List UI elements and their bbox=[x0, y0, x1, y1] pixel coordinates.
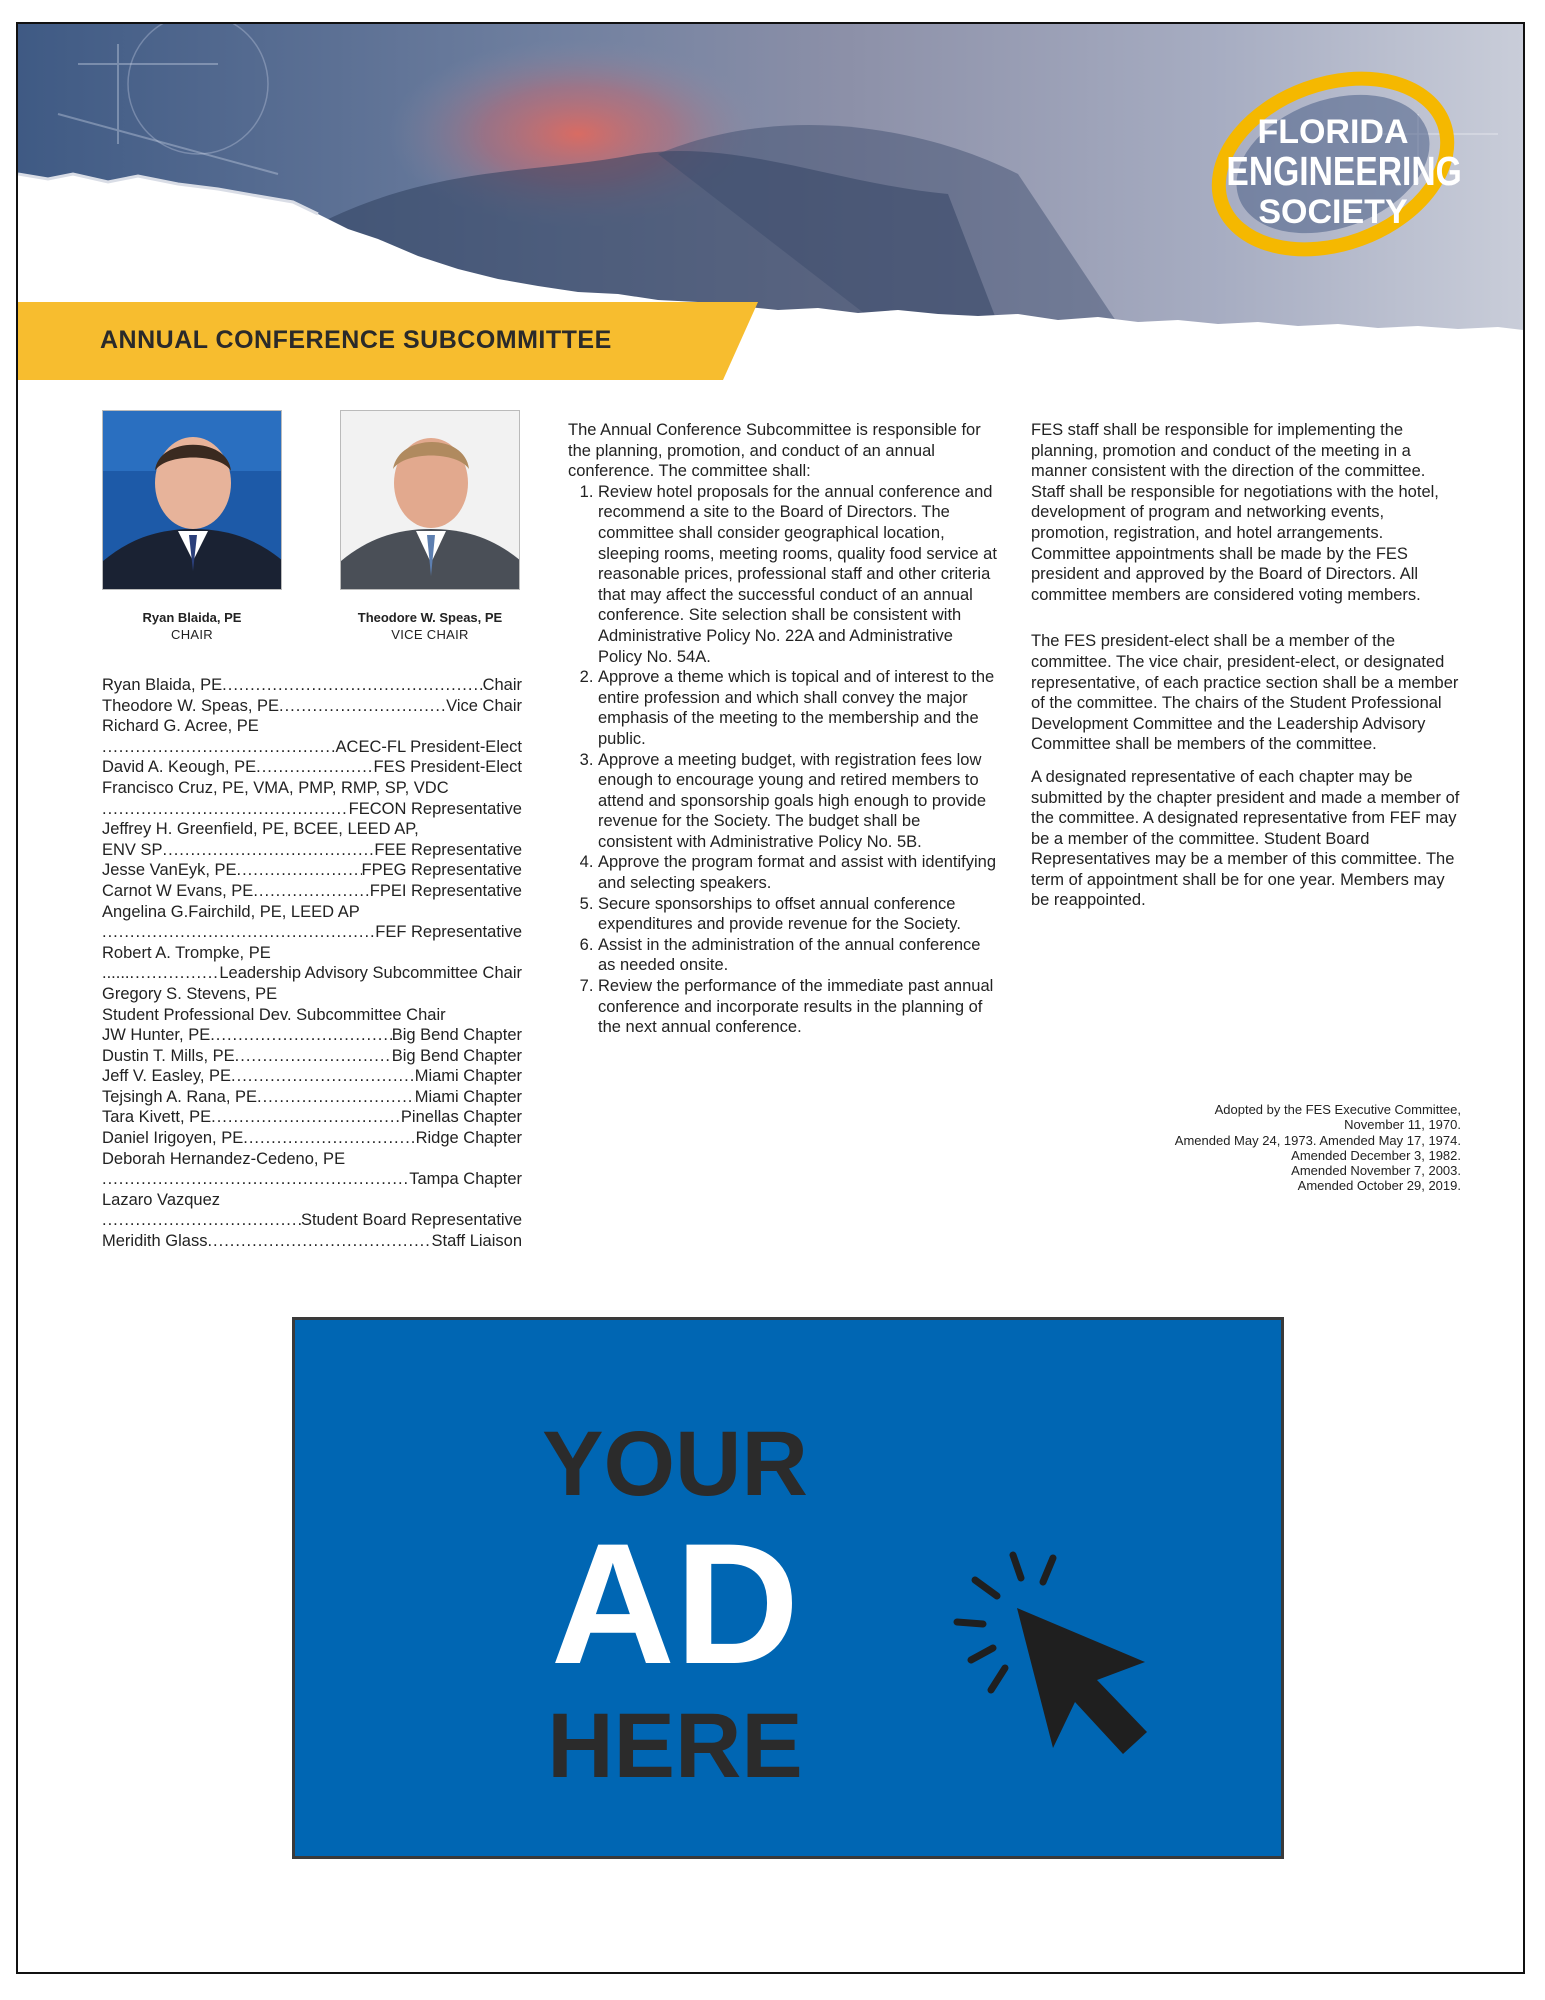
representatives-paragraph: A designated representative of each chapter may be submitted by the chapter president and made a member of the committee. A designated representative from FEF may be a member of the committee. Student Board Representatives may be a member of this committee. The term of appointment shall be for one year. Members may be reappointed. bbox=[1031, 767, 1460, 910]
adopted-line: Adopted by the FES Executive Committee, bbox=[1214, 1102, 1461, 1117]
roster-line bbox=[102, 963, 522, 984]
roster-line bbox=[102, 696, 522, 717]
roster-leader-dots bbox=[102, 922, 375, 943]
roster-member-role: Tampa Chapter bbox=[409, 1170, 522, 1189]
roster-leader-dots bbox=[279, 696, 446, 717]
roster-leader-dots bbox=[210, 1025, 392, 1046]
roster-member-role: Big Bend Chapter bbox=[391, 1046, 522, 1065]
roster-member-role: FES President-Elect bbox=[373, 758, 522, 777]
roster-member-name: Gregory S. Stevens, PE bbox=[102, 984, 278, 1003]
duty-item: 5. Secure sponsorships to offset annual conference expenditures and provide revenue for the Society. bbox=[598, 894, 998, 935]
roster-member-role: FEF Representative bbox=[375, 923, 522, 942]
roster-member-name: Richard G. Acree, PE bbox=[102, 717, 259, 736]
duties-column bbox=[568, 420, 998, 1038]
roster-line bbox=[102, 1005, 522, 1026]
chair-name: Ryan Blaida, PE bbox=[142, 610, 242, 625]
roster-leader-dots bbox=[130, 963, 220, 984]
logo-line-society: SOCIETY bbox=[1258, 193, 1408, 231]
roster-member-role: Vice Chair bbox=[446, 696, 522, 715]
vice-chair-role: VICE CHAIR bbox=[391, 627, 469, 642]
roster-leader-dots bbox=[102, 1169, 409, 1190]
roster-leader-dots bbox=[256, 757, 373, 778]
roster-member-name: Carnot W Evans, PE bbox=[102, 881, 254, 900]
roster-line bbox=[102, 1066, 522, 1087]
duty-item: 2. Approve a theme which is topical and of interest to the entire profession and which shall convey the major emphasis of the meeting to the membership and the public. bbox=[598, 667, 998, 749]
roster-member-name: ENV SP bbox=[102, 840, 163, 859]
roster-line bbox=[102, 757, 522, 778]
staff-paragraph: FES staff shall be responsible for implementing the planning, promotion and conduct of the meeting in a manner consistent with the direction of the committee. Staff shall be responsible for negotiations with the hotel, development of program and networking events, promotion, registration, and hotel arrangements. Committee appointments shall be made by the FES president and approved by the Board of Directors. All committee members are considered voting members. bbox=[1031, 421, 1439, 604]
duty-item: 6. Assist in the administration of the annual conference as needed onsite. bbox=[598, 935, 998, 976]
roster-member-role: Big Bend Chapter bbox=[391, 1026, 522, 1045]
ad-line-ad: AD bbox=[550, 1508, 800, 1700]
roster-member-name: Ryan Blaida, PE bbox=[102, 676, 223, 694]
roster-member-role: FECON Representative bbox=[348, 799, 522, 818]
intro-paragraph: The Annual Conference Subcommittee is responsible for the planning, promotion, and conduct of an annual conference. The committee shall: bbox=[568, 421, 981, 481]
roster-leader-dots bbox=[102, 799, 349, 820]
roster-line bbox=[102, 819, 522, 840]
roster-line bbox=[102, 881, 522, 902]
roster-line bbox=[102, 902, 522, 923]
roster-line bbox=[102, 1169, 522, 1190]
vice-chair-photo bbox=[340, 410, 520, 590]
vice-chair-name: Theodore W. Speas, PE bbox=[357, 610, 503, 625]
roster-member-name: Tejsingh A. Rana, PE bbox=[102, 1087, 258, 1106]
roster-member-role: FPEI Representative bbox=[369, 881, 522, 900]
roster-member-role: ACEC-FL President-Elect bbox=[335, 737, 522, 756]
ad-placeholder[interactable] bbox=[292, 1317, 1284, 1859]
cursor-click-icon bbox=[935, 1540, 1165, 1770]
roster-leader-dots bbox=[163, 840, 375, 861]
roster-line bbox=[102, 922, 522, 943]
amended-line: Amended December 3, 1982. bbox=[1291, 1147, 1461, 1163]
roster-leader-dots bbox=[102, 737, 336, 758]
roster-line bbox=[102, 840, 522, 861]
roster-line bbox=[102, 1025, 522, 1046]
amended-line: Amended October 29, 2019. bbox=[1297, 1178, 1461, 1194]
committee-roster bbox=[102, 675, 522, 1252]
ad-line-your: YOUR bbox=[542, 1413, 808, 1515]
roster-line bbox=[102, 1087, 522, 1108]
roster-line bbox=[102, 1210, 522, 1231]
chair-photo bbox=[102, 410, 282, 590]
roster-line bbox=[102, 1190, 522, 1211]
roster-line bbox=[102, 799, 522, 820]
adoption-history bbox=[1031, 1102, 1461, 1194]
fes-logo bbox=[1203, 49, 1463, 269]
roster-line bbox=[102, 1231, 522, 1252]
roster-member-name: Francisco Cruz, PE, VMA, PMP, RMP, SP, VDC bbox=[102, 778, 449, 797]
roster-member-role: Leadership Advisory Subcommittee Chair bbox=[219, 964, 522, 983]
logo-line-florida: FLORIDA bbox=[1257, 113, 1409, 151]
roster-member-role: Staff Liaison bbox=[431, 1232, 522, 1251]
roster-member-name: Meridith Glass bbox=[102, 1232, 208, 1251]
roster-member-name: Deborah Hernandez-Cedeno, PE bbox=[102, 1149, 346, 1168]
roster-member-name: Theodore W. Speas, PE bbox=[102, 696, 280, 715]
roster-member-name: Robert A. Trompke, PE bbox=[102, 943, 271, 962]
roster-leader-dots bbox=[253, 881, 369, 902]
roster-line bbox=[102, 737, 522, 758]
roster-leader-dots bbox=[237, 860, 362, 881]
roster-member-role: FPEG Representative bbox=[361, 861, 522, 880]
roster-member-role: Chair bbox=[482, 676, 522, 694]
duties-list bbox=[568, 482, 998, 1038]
roster-member-name: Angelina G.Fairchild, PE, LEED AP bbox=[102, 902, 360, 921]
roster-member-role: Pinellas Chapter bbox=[400, 1108, 522, 1127]
logo-line-engineering: ENGINEERING bbox=[1226, 148, 1462, 194]
duty-item: 7. Review the performance of the immediate past annual conference and incorporate results in the planning of the next annual conference. bbox=[598, 976, 998, 1038]
roster-member-name: Tara Kivett, PE bbox=[102, 1108, 212, 1127]
adopted-line: November 11, 1970. bbox=[1344, 1117, 1461, 1133]
amended-line: Amended November 7, 2003. bbox=[1291, 1163, 1461, 1179]
roster-member-name: Jeff V. Easley, PE bbox=[102, 1067, 232, 1086]
duty-item: 1. Review hotel proposals for the annual conference and recommend a site to the Board of Directors. The committee shall consider geographical location, sleeping rooms, meeting rooms, quality food service at reasonable prices, professional staff and other criteria that may affect the successful conduct of an annual conference. Site selection shall be consistent with Administrative Policy No. 22A and Administrative Policy No. 54A. bbox=[598, 482, 998, 667]
roster-member-name: David A. Keough, PE bbox=[102, 758, 257, 777]
roster-member-role: Miami Chapter bbox=[414, 1067, 522, 1086]
roster-member-name: Student Professional Dev. Subcommittee Chair bbox=[102, 1005, 446, 1024]
roster-line bbox=[102, 675, 522, 696]
ad-line-here: HERE bbox=[547, 1695, 803, 1797]
section-title: ANNUAL CONFERENCE SUBCOMMITTEE bbox=[100, 326, 612, 354]
policy-column bbox=[1031, 420, 1461, 923]
roster-line bbox=[102, 1128, 522, 1149]
roster-leader-dots bbox=[235, 1046, 392, 1067]
amended-line: Amended May 24, 1973. Amended May 17, 1974. bbox=[1174, 1132, 1461, 1148]
roster-member-name: Lazaro Vazquez bbox=[102, 1190, 221, 1209]
roster-member-role: Student Board Representative bbox=[300, 1211, 522, 1230]
roster-line bbox=[102, 860, 522, 881]
chair-role: CHAIR bbox=[171, 627, 213, 642]
roster-member-role: Miami Chapter bbox=[414, 1087, 522, 1106]
roster-line bbox=[102, 1107, 522, 1128]
roster-line bbox=[102, 943, 522, 964]
roster-member-name: Dustin T. Mills, PE bbox=[102, 1046, 235, 1065]
roster-leader-dots bbox=[211, 1107, 401, 1128]
roster-line bbox=[102, 1149, 522, 1170]
duty-item: 4. Approve the program format and assist with identifying and selecting speakers. bbox=[598, 852, 998, 893]
membership-paragraph: The FES president-elect shall be a member of the committee. The vice chair, president-elect, or designated representative, of each practice section shall be a member of the committee. The chairs of the Student Professional Development Committee and the Leadership Advisory Committee shall be members of the committee. bbox=[1031, 632, 1459, 754]
roster-member-role: FEE Representative bbox=[374, 840, 522, 859]
roster-line bbox=[102, 716, 522, 737]
duty-item: 3. Approve a meeting budget, with registration fees low enough to encourage young and retired members to attend and sponsorship goals high enough to provide revenue for the Society. The budget shall be consistent with Administrative Policy No. 5B. bbox=[598, 750, 998, 853]
vice-chair-caption bbox=[320, 609, 540, 643]
roster-leader-dots bbox=[207, 1231, 431, 1252]
roster-line bbox=[102, 1046, 522, 1067]
roster-member-role: Ridge Chapter bbox=[415, 1129, 522, 1148]
roster-leader-dots bbox=[102, 1210, 301, 1231]
roster-member-name: Jesse VanEyk, PE bbox=[102, 861, 237, 880]
page-frame bbox=[16, 22, 1525, 1974]
roster-leader-dots bbox=[222, 675, 482, 696]
roster-member-name: Jeffrey H. Greenfield, PE, BCEE, LEED AP, bbox=[102, 820, 419, 839]
chair-caption bbox=[82, 609, 302, 643]
roster-leader-dots bbox=[231, 1066, 415, 1087]
roster-leader-dots bbox=[257, 1087, 415, 1108]
roster-member-name: Daniel Irigoyen, PE bbox=[102, 1129, 244, 1148]
roster-line bbox=[102, 984, 522, 1005]
roster-line bbox=[102, 778, 522, 799]
roster-member-name: ...... bbox=[102, 964, 130, 983]
roster-member-name: JW Hunter, PE bbox=[102, 1026, 211, 1045]
roster-leader-dots bbox=[243, 1128, 415, 1149]
